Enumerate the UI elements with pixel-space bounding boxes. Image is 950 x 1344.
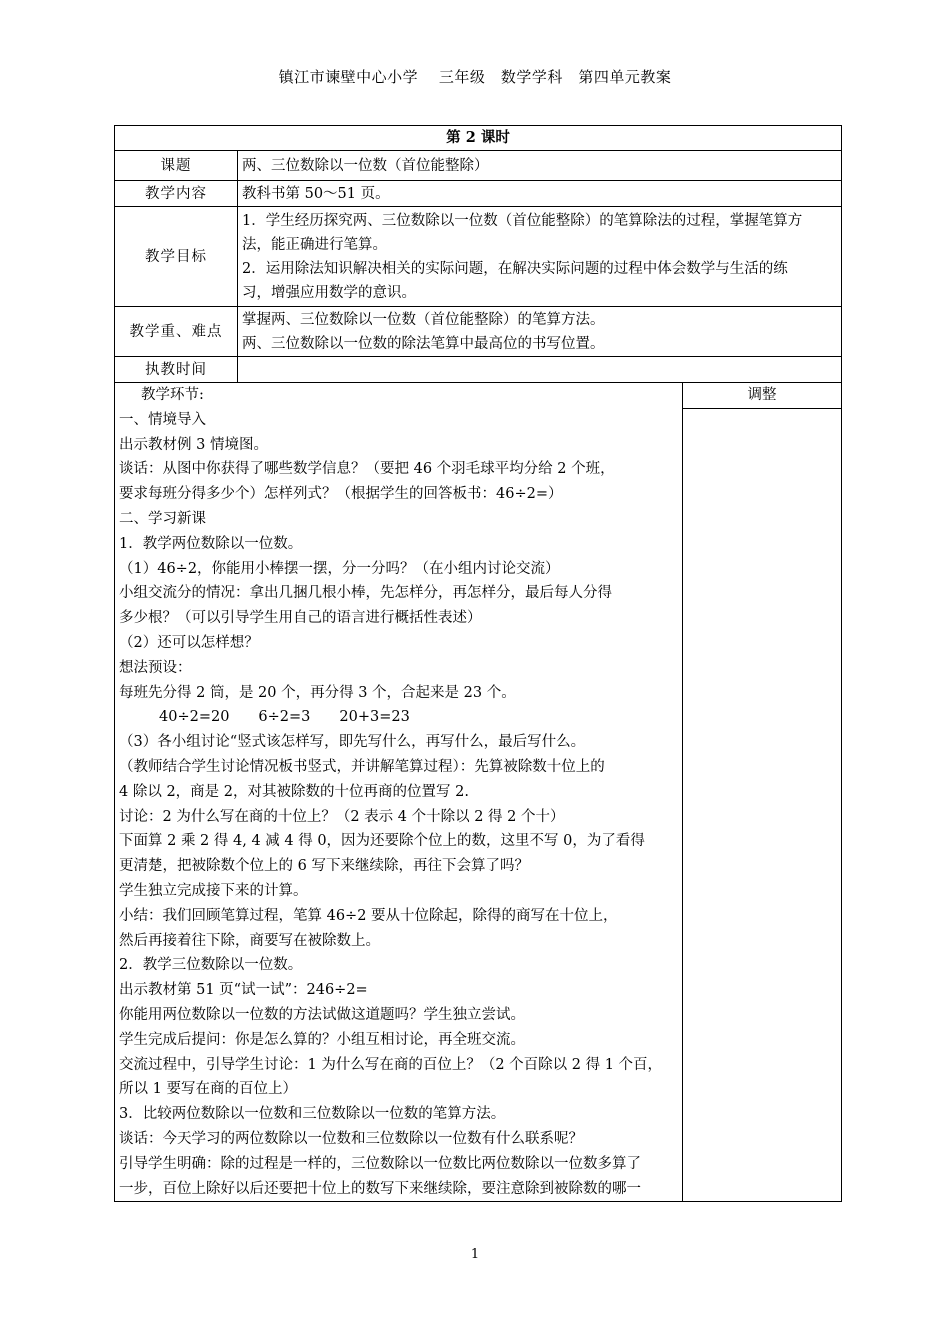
process-line: 出示教材第 51 页“试一试”：246÷2= bbox=[119, 982, 368, 999]
process-line: 多少根？（可以引导学生用自己的语言进行概括性表述） bbox=[119, 610, 482, 627]
key-points-label: 教学重、难点 bbox=[115, 307, 238, 357]
process-line: 每班先分得 2 筒，是 20 个，再分得 3 个，合起来是 23 个。 bbox=[119, 684, 516, 701]
process-line: 小结：我们回顾笔算过程，笔算 46÷2 要从十位除起，除得的商写在十位上， bbox=[119, 907, 618, 924]
process-line: 学生完成后提问：你是怎么算的？小组互相讨论，再全班交流。 bbox=[119, 1031, 525, 1048]
lesson-title: 第 2 课时 bbox=[115, 126, 842, 151]
goal-line: 法，能正确进行笔算。 bbox=[242, 236, 387, 253]
process-line: 4 除以 2，商是 2，对其被除数的十位再商的位置写 2. bbox=[119, 783, 469, 800]
key-point-line: 两、三位数除以一位数的除法笔算中最高位的书写位置。 bbox=[242, 335, 605, 352]
process-line: （教师结合学生讨论情况板书竖式，并讲解笔算过程）：先算被除数十位上的 bbox=[119, 758, 605, 775]
process-line: 3．比较两位数除以一位数和三位数除以一位数的笔算方法。 bbox=[119, 1106, 506, 1123]
content-value: 教科书第 50～51 页。 bbox=[238, 181, 842, 207]
time-value bbox=[238, 357, 842, 383]
process-line: 出示教材例 3 情境图。 bbox=[119, 436, 268, 453]
adjust-label: 调整 bbox=[683, 383, 842, 409]
goal-line: 习，增强应用数学的意识。 bbox=[242, 284, 416, 301]
process-line: 小组交流分的情况：拿出几捆几根小棒，先怎样分，再怎样分，最后每人分得 bbox=[119, 585, 612, 602]
content-label: 教学内容 bbox=[115, 181, 238, 207]
page-number: 1 bbox=[470, 1247, 480, 1262]
process-line: 一、情境导入 bbox=[119, 411, 206, 428]
goals-label: 教学目标 bbox=[115, 207, 238, 307]
process-line: 所以 1 要写在商的百位上） bbox=[119, 1081, 297, 1098]
goals-value bbox=[238, 207, 842, 307]
process-line: 谈话：今天学习的两位数除以一位数和三位数除以一位数有什么联系呢？ bbox=[119, 1130, 583, 1147]
process-line: 谈话：从图中你获得了哪些数学信息？（要把 46 个羽毛球平均分给 2 个班， bbox=[119, 461, 615, 478]
process-line: 2．教学三位数除以一位数。 bbox=[119, 957, 303, 974]
goal-line: 2．运用除法知识解决相关的实际问题，在解决实际问题的过程中体会数学与生活的练 bbox=[242, 260, 788, 277]
process-line: 你能用两位数除以一位数的方法试做这道题吗？学生独立尝试。 bbox=[119, 1006, 525, 1023]
process-line: 1．教学两位数除以一位数。 bbox=[119, 535, 303, 552]
process-line: 想法预设： bbox=[119, 659, 192, 676]
document-header: 镇江市谏壁中心小学 三年级 数学学科 第四单元教案 bbox=[278, 68, 672, 86]
goal-line: 1．学生经历探究两、三位数除以一位数（首位能整除）的笔算除法的过程，掌握笔算方 bbox=[242, 212, 803, 229]
topic-value: 两、三位数除以一位数（首位能整除） bbox=[238, 151, 842, 181]
topic-label: 课题 bbox=[115, 151, 238, 181]
process-lines bbox=[119, 408, 678, 1202]
process-line: （3）各小组讨论“竖式该怎样写，即先写什么，再写什么，最后写什么。 bbox=[119, 734, 586, 751]
process-line: 40÷2=20 6÷2=3 20+3=23 bbox=[159, 709, 410, 726]
process-heading: 教学环节: bbox=[141, 387, 204, 403]
adjust-column bbox=[683, 408, 842, 1202]
process-line: （1）46÷2，你能用小棒摆一摆，分一分吗？（在小组内讨论交流） bbox=[119, 560, 560, 577]
process-line: （2）还可以怎样想？ bbox=[119, 634, 259, 651]
key-points-value bbox=[238, 307, 842, 357]
process-line: 讨论：2 为什么写在商的十位上？（2 表示 4 个十除以 2 得 2 个十） bbox=[119, 808, 565, 825]
lesson-plan-table bbox=[114, 125, 842, 1202]
process-line: 交流过程中，引导学生讨论：1 为什么写在商的百位上？（2 个百除以 2 得 1 个百， bbox=[119, 1056, 663, 1073]
process-line: 一步，百位上除好以后还要把十位上的数写下来继续除，要注意除到被除数的哪一 bbox=[119, 1180, 641, 1197]
process-line: 二、学习新课 bbox=[119, 510, 206, 527]
teaching-process bbox=[115, 383, 683, 1202]
process-line: 引导学生明确：除的过程是一样的，三位数除以一位数比两位数除以一位数多算了 bbox=[119, 1155, 641, 1172]
key-point-line: 掌握两、三位数除以一位数（首位能整除）的笔算方法。 bbox=[242, 311, 605, 328]
process-line: 下面算 2 乘 2 得 4, 4 减 4 得 0，因为还要除个位上的数，这里不写 0，为了看得 bbox=[119, 833, 645, 850]
process-line: 更清楚，把被除数个位上的 6 写下来继续除，再往下会算了吗？ bbox=[119, 858, 529, 875]
process-line: 要求每班分得多少个）怎样列式？（根据学生的回答板书：46÷2=） bbox=[119, 486, 563, 503]
time-label: 执教时间 bbox=[115, 357, 238, 383]
process-line: 然后再接着往下除，商要写在被除数上。 bbox=[119, 932, 380, 949]
process-line: 学生独立完成接下来的计算。 bbox=[119, 882, 308, 899]
